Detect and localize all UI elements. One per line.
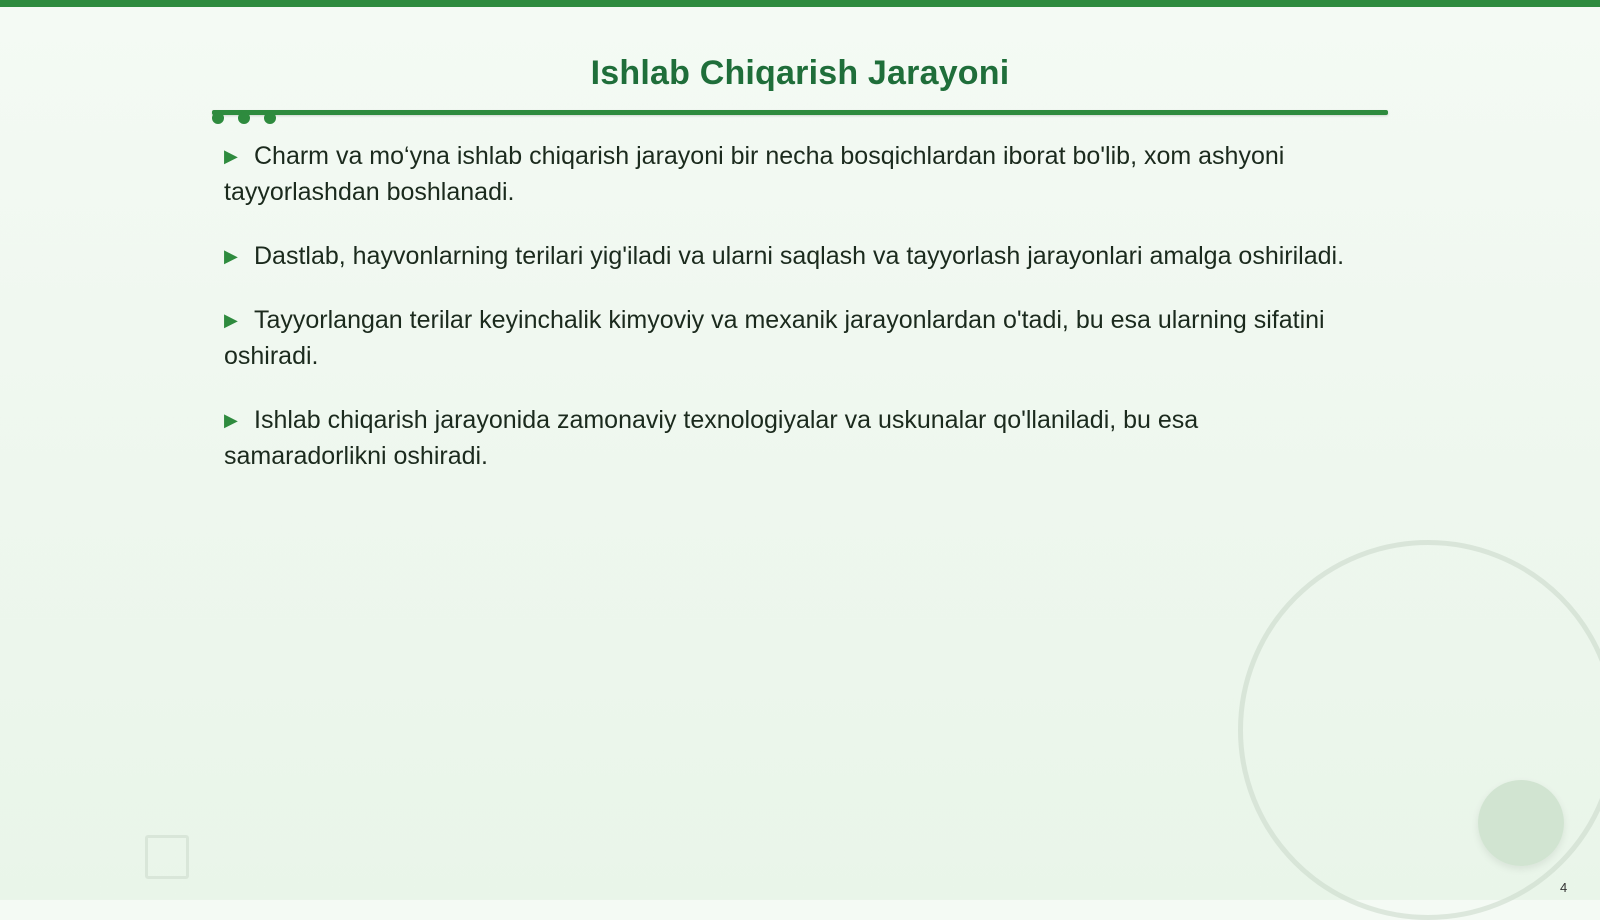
bullet-item <box>224 138 1354 210</box>
bullet-arrow-icon: ▶ <box>224 146 238 166</box>
bullet-item <box>224 302 1354 374</box>
bullet-item <box>224 238 1354 274</box>
bullet-list <box>224 138 1354 502</box>
decorative-square <box>145 835 189 879</box>
slide-title: Ishlab Chiqarish Jarayoni <box>590 54 1010 92</box>
bullet-arrow-icon: ▶ <box>224 310 238 330</box>
title-underline <box>212 110 1388 115</box>
bullet-text: Dastlab, hayvonlarning terilari yig'iladi va ularni saqlash va tayyorlash jarayonlari amalga oshiriladi. <box>254 242 1345 270</box>
bullet-text: Ishlab chiqarish jarayonida zamonaviy texnologiyalar va uskunalar qo'llaniladi, bu esa samaradorlikni oshiradi. <box>224 406 1199 470</box>
decorative-circle <box>1478 780 1564 866</box>
bullet-text: Charm va mo‘yna ishlab chiqarish jarayoni bir necha bosqichlardan iborat bo'lib, xom ashyoni tayyorlashdan boshlanadi. <box>224 142 1285 206</box>
underline-dot <box>264 112 276 124</box>
underline-dot <box>238 112 250 124</box>
bullet-text: Tayyorlangan terilar keyinchalik kimyoviy va mexanik jarayonlardan o'tadi, bu esa ularning sifatini oshiradi. <box>224 306 1325 370</box>
top-accent-bar <box>0 0 1600 7</box>
bullet-arrow-icon: ▶ <box>224 246 238 266</box>
bullet-arrow-icon: ▶ <box>224 410 238 430</box>
page-number: 4 <box>1560 880 1568 895</box>
bullet-item <box>224 402 1354 474</box>
decorative-ring <box>1238 540 1600 920</box>
underline-dot <box>212 112 224 124</box>
